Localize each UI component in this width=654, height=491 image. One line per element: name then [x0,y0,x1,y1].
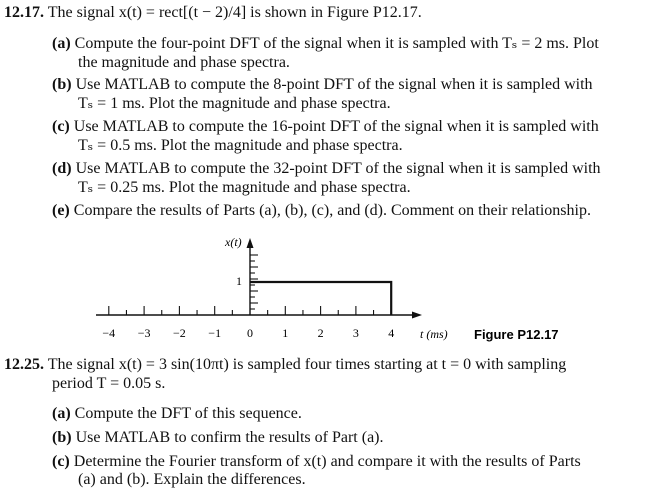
part-a-line-1 [52,404,302,424]
problem-number: 12.17. [4,4,44,21]
y-axis-label: x(t) [225,235,242,249]
problem-header-line [4,355,566,375]
part-text: Compare the results of Parts (a), (b), (c), and (d). Comment on their relationship. [73,202,591,219]
x-tick-label: −3 [137,326,151,340]
x-tick-label: 1 [282,326,289,340]
part-text: Determine the Fourier transform of x(t) and compare it with the results of Parts [73,453,581,470]
part-text: Use MATLAB to confirm the results of Part (a). [75,429,384,446]
part-label: (e) [52,202,70,219]
part-c-line-2: (a) and (b). Explain the differences. [78,471,306,488]
part-b-line-1 [52,428,384,448]
x-tick-label: 0 [247,326,253,340]
part-c-line-2: Tₛ = 0.5 ms. Plot the magnitude and phase spectra. [78,137,403,154]
x-tick-label: −4 [102,326,116,340]
x-tick-label: −2 [173,326,186,340]
part-a-line-2: the magnitude and phase spectra. [78,54,290,71]
problem-statement-line-2: period T = 0.05 s. [52,375,166,392]
x-tick-labels [102,326,394,340]
x-tick-label: −1 [208,326,222,340]
x-tick-label: 2 [317,326,324,340]
problem-statement: The signal x(t) = rect[(t − 2)/4] is shown in Figure P12.17. [47,4,422,21]
part-label: (b) [52,76,72,93]
y-axis-arrowhead [247,238,254,248]
x-axis-label: t (ms) [420,327,448,341]
part-text: Compute the four-point DFT of the signal when it is sampled with Tₛ = 2 ms. Plot [74,35,599,52]
problem-number: 12.25. [4,356,44,373]
part-d-line-2: Tₛ = 0.25 ms. Plot the magnitude and phase spectra. [78,179,411,196]
problem-statement: The signal x(t) = 3 sin(10πt) is sampled four times starting at t = 0 with sampling [47,356,567,373]
x-axis-arrowhead [412,312,422,319]
part-label: (d) [52,160,72,177]
part-text: Use MATLAB to compute the 16-point DFT of the signal when it is sampled with [73,118,599,135]
x-tick-label: 3 [352,326,359,340]
part-text: Use MATLAB to compute the 8-point DFT of the signal when it is sampled with [75,76,593,93]
part-label: (a) [52,405,71,422]
part-label: (c) [52,453,70,470]
part-label: (c) [52,118,70,135]
part-b-line-2: Tₛ = 1 ms. Plot the magnitude and phase spectra. [78,95,391,112]
y-tick-label: 1 [236,274,242,288]
x-tick-label: 4 [388,326,395,340]
part-label: (b) [52,429,72,446]
part-text: Compute the DFT of this sequence. [74,405,302,422]
figure-caption: Figure P12.17 [474,327,559,342]
part-label: (a) [52,35,71,52]
part-c-line-1 [52,452,581,472]
part-text: Use MATLAB to compute the 32-point DFT of the signal when it is sampled with [75,160,601,177]
